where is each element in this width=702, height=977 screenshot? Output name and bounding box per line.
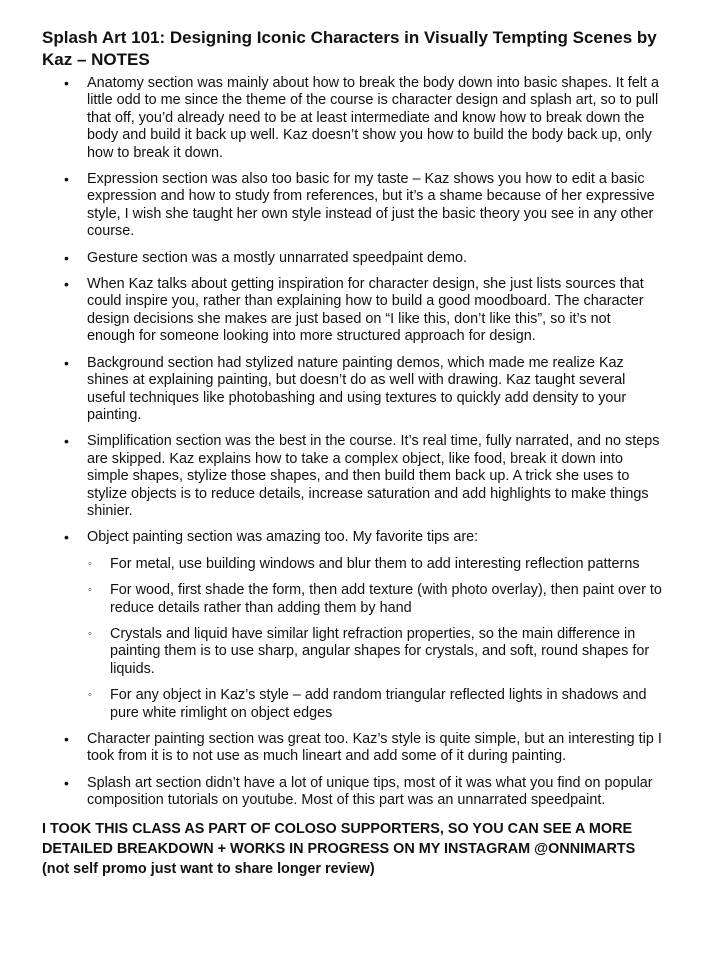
note-item (42, 529, 662, 722)
note-item (42, 775, 662, 810)
sub-note-text: Crystals and liquid have similar light refraction properties, so the main difference in painting them is to use sharp, angular shapes for crystals, and soft, round shapes for liquids. (110, 625, 650, 677)
note-item (42, 276, 662, 346)
sub-notes-list (87, 556, 662, 722)
note-text: Anatomy section was mainly about how to break the body down into basic shapes. It felt a little odd to me since the theme of the course is character design and splash art, so to pull that off, you’d already need to be at least intermediate and know how to break down the body and build it back up well. Kaz doesn’t show you how to build the body back up, only how to break it down. (87, 75, 659, 161)
note-text: Gesture section was a mostly unnarrated speedpaint demo. (87, 249, 467, 266)
bullet-icon: • (64, 731, 69, 747)
bullet-icon: • (64, 171, 69, 188)
note-item (42, 731, 662, 766)
bullet-icon: • (64, 433, 69, 450)
bullet-icon: • (64, 75, 69, 91)
note-text: Character painting section was great too. Kaz’s style is quite simple, but an interesting tip I took from it is to not use as much lineart and add some of it during painting. (87, 731, 662, 765)
document-page (42, 27, 662, 879)
sub-note-item (87, 626, 662, 678)
sub-bullet-icon: ◦ (88, 689, 92, 702)
bullet-icon: • (64, 354, 69, 371)
sub-note-item (87, 687, 662, 722)
sub-bullet-icon: ◦ (88, 627, 92, 640)
sub-note-text: For wood, first shade the form, then add texture (with photo overlay), then paint over to reduce details rather than adding them by hand (110, 582, 662, 616)
note-text: Background section had stylized nature painting demos, which made me realize Kaz shines at explaining painting, but doesn’t do as well with drawing. Kaz taught several useful techniques like photobashing and using textures to quickly add density to your painting. (87, 354, 627, 423)
sub-note-item (87, 556, 662, 573)
note-text: Expression section was also too basic for my taste – Kaz shows you how to edit a basic expression and how to study from references, but it’s a shame because of her expressive style, I wish she taught her own style instead of just the basic theory you see in any other course. (87, 171, 655, 240)
footer-note: I TOOK THIS CLASS AS PART OF COLOSO SUPPORTERS, SO YOU CAN SEE A MORE DETAILED BREAKDOWN + WORKS IN PROGRESS ON MY INSTAGRAM @ONNIMARTS (not self promo just want to share longer review) (42, 820, 636, 877)
sub-note-text: For metal, use building windows and blur them to add interesting reflection patterns (110, 555, 640, 572)
page-title: Splash Art 101: Designing Iconic Characters in Visually Tempting Scenes by Kaz – NOTES (42, 28, 657, 69)
note-item (42, 355, 662, 425)
note-item (42, 171, 662, 241)
note-item (42, 250, 662, 267)
note-text: Splash art section didn’t have a lot of unique tips, most of it was what you find on popular composition tutorials on youtube. Most of this part was an unnarrated speedpaint. (87, 774, 653, 809)
note-text: Object painting section was amazing too. My favorite tips are: (87, 529, 479, 546)
notes-list (42, 75, 662, 810)
note-item (42, 75, 662, 162)
bullet-icon: • (64, 249, 69, 266)
bullet-icon: • (64, 276, 69, 293)
sub-bullet-icon: ◦ (88, 584, 92, 597)
sub-note-text: For any object in Kaz’s style – add random triangular reflected lights in shadows and pure white rimlight on object edges (110, 687, 647, 721)
bullet-icon: • (64, 529, 69, 546)
note-item (42, 433, 662, 520)
bullet-icon: • (64, 774, 69, 791)
note-text: When Kaz talks about getting inspiration for character design, she just lists sources that could inspire you, rather than explaining how to build a good moodboard. The character design decisions she makes are just based on “I like this, don’t like this”, so it’s not enough for someone looking into more structured approach for design. (87, 276, 644, 345)
note-text: Simplification section was the best in the course. It’s real time, fully narrated, and no steps are skipped. Kaz explains how to take a complex object, like food, break it down into simple shapes, stylize those shapes, and then build them back up. A trick she uses to stylize objects is to reduce details, increase saturation and add highlights to make things shinier. (87, 433, 660, 519)
sub-bullet-icon: ◦ (88, 557, 92, 570)
sub-note-item (87, 582, 662, 617)
